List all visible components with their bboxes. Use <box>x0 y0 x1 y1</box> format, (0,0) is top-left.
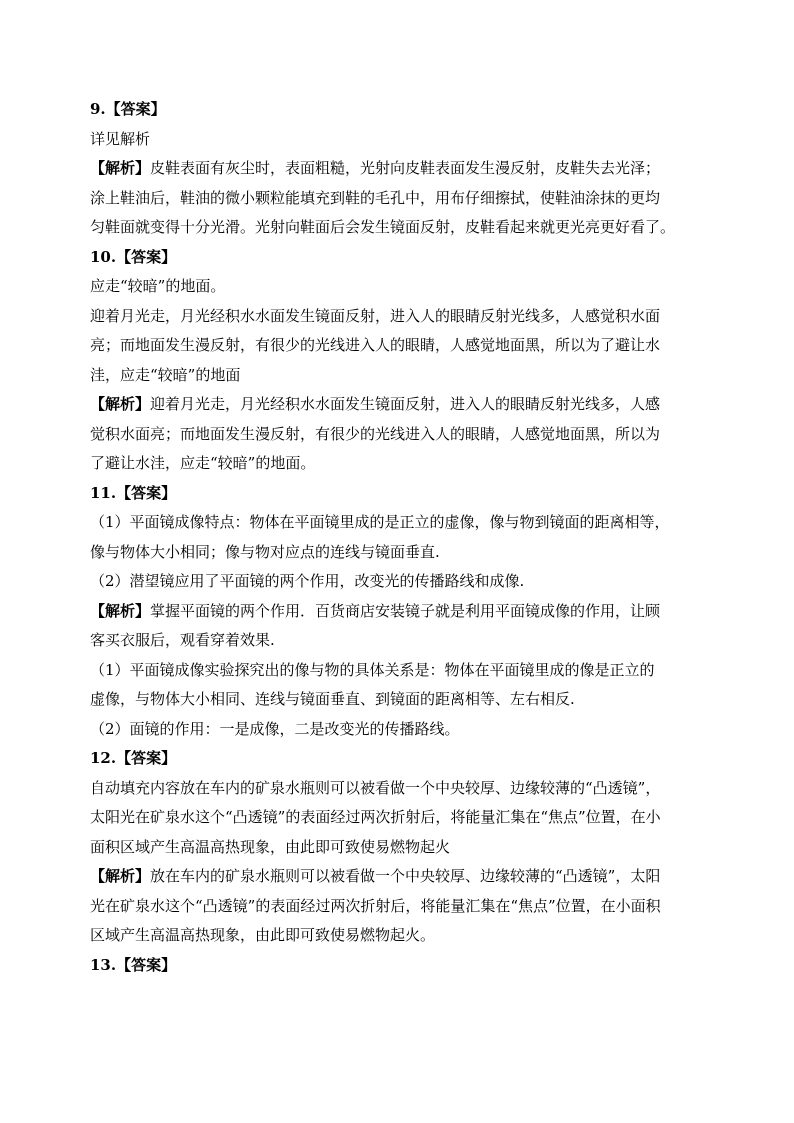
analysis-text: 皮鞋表面有灰尘时，表面粗糙，光射向皮鞋表面发生漫反射，皮鞋失去光泽； <box>150 159 661 177</box>
analysis-tag: 【解析】 <box>90 601 151 620</box>
body-text-line: 面积区域产生高温高热现象，由此即可致使易燃物起火 <box>90 837 451 856</box>
body-text-line: 洼，应走“较暗”的地面 <box>90 365 241 384</box>
body-text-line: 自动填充内容放在车内的矿泉水瓶则可以被看做一个中央较厚、边缘较薄的“凸透镜”， <box>90 778 661 797</box>
body-text-line: （1）平面镜成像特点：物体在平面镜里成的是正立的虚像，像与物到镜面的距离相等， <box>90 513 670 531</box>
body-text-line: 客买衣服后，观看穿着效果. <box>90 631 275 649</box>
analysis-line <box>90 862 710 892</box>
body-text-line: 匀鞋面就变得十分光滑。光射向鞋面后会发生镜面反射，皮鞋看起来就更光亮更好看了。 <box>90 218 676 236</box>
body-text-line: 应走“较暗”的地面。 <box>90 277 226 295</box>
body-text-line: （2）潜望镜应用了平面镜的两个作用，改变光的传播路线和成像. <box>90 572 525 590</box>
answer-heading: 10.【答案】 <box>90 247 177 266</box>
document-page <box>90 95 710 980</box>
analysis-text: 放在车内的矿泉水瓶则可以被看做一个中央较厚、边缘较薄的“凸透镜”，太阳 <box>150 867 661 885</box>
answer-heading: 11.【答案】 <box>90 483 177 502</box>
analysis-line <box>90 154 710 184</box>
body-text-line: 虚像，与物体大小相同、连线与镜面垂直、到镜面的距离相等、左右相反. <box>90 690 575 708</box>
analysis-text: 迎着月光走，月光经积水水面发生镜面反射，进入人的眼睛反射光线多，人感 <box>150 395 661 413</box>
body-text-line: 觉积水面亮；而地面发生漫反射，有很少的光线进入人的眼睛，人感觉地面黑，所以为 <box>90 424 661 443</box>
answer-heading: 9.【答案】 <box>90 100 166 118</box>
analysis-tag: 【解析】 <box>90 159 151 177</box>
analysis-line <box>90 597 710 627</box>
body-text-line: 区域产生高温高热现象，由此即可致使易燃物起火。 <box>90 926 436 944</box>
body-text-line: 详见解析 <box>90 129 151 148</box>
body-text-line: 迎着月光走，月光经积水水面发生镜面反射，进入人的眼睛反射光线多，人感觉积水面 <box>90 306 661 325</box>
analysis-line <box>90 390 710 420</box>
body-text-line: 光在矿泉水这个“凸透镜”的表面经过两次折射后，将能量汇集在“焦点”位置，在小面积 <box>90 896 661 915</box>
analysis-text: 掌握平面镜的两个作用．百货商店安装镜子就是利用平面镜成像的作用，让顾 <box>150 601 661 620</box>
body-text-line: 像与物体大小相同；像与物对应点的连线与镜面垂直. <box>90 542 440 561</box>
body-text-line: （1）平面镜成像实验探究出的像与物的具体关系是：物体在平面镜里成的像是正立的 <box>90 660 655 679</box>
document-body <box>90 95 710 980</box>
body-text-line: 亮；而地面发生漫反射，有很少的光线进入人的眼睛，人感觉地面黑，所以为了避让水 <box>90 336 661 354</box>
body-text-line: 太阳光在矿泉水这个“凸透镜”的表面经过两次折射后，将能量汇集在“焦点”位置，在小 <box>90 808 661 826</box>
analysis-tag: 【解析】 <box>90 867 151 885</box>
body-text-line: 涂上鞋油后，鞋油的微小颗粒能填充到鞋的毛孔中，用布仔细擦拭，使鞋油涂抹的更均 <box>90 188 661 207</box>
answer-heading: 12.【答案】 <box>90 749 177 767</box>
analysis-tag: 【解析】 <box>90 395 151 413</box>
body-text-line: （2）面镜的作用：一是成像，二是改变光的传播路线。 <box>90 719 460 738</box>
answer-heading: 13.【答案】 <box>90 955 177 974</box>
body-text-line: 了避让水洼，应走“较暗”的地面。 <box>90 454 316 472</box>
